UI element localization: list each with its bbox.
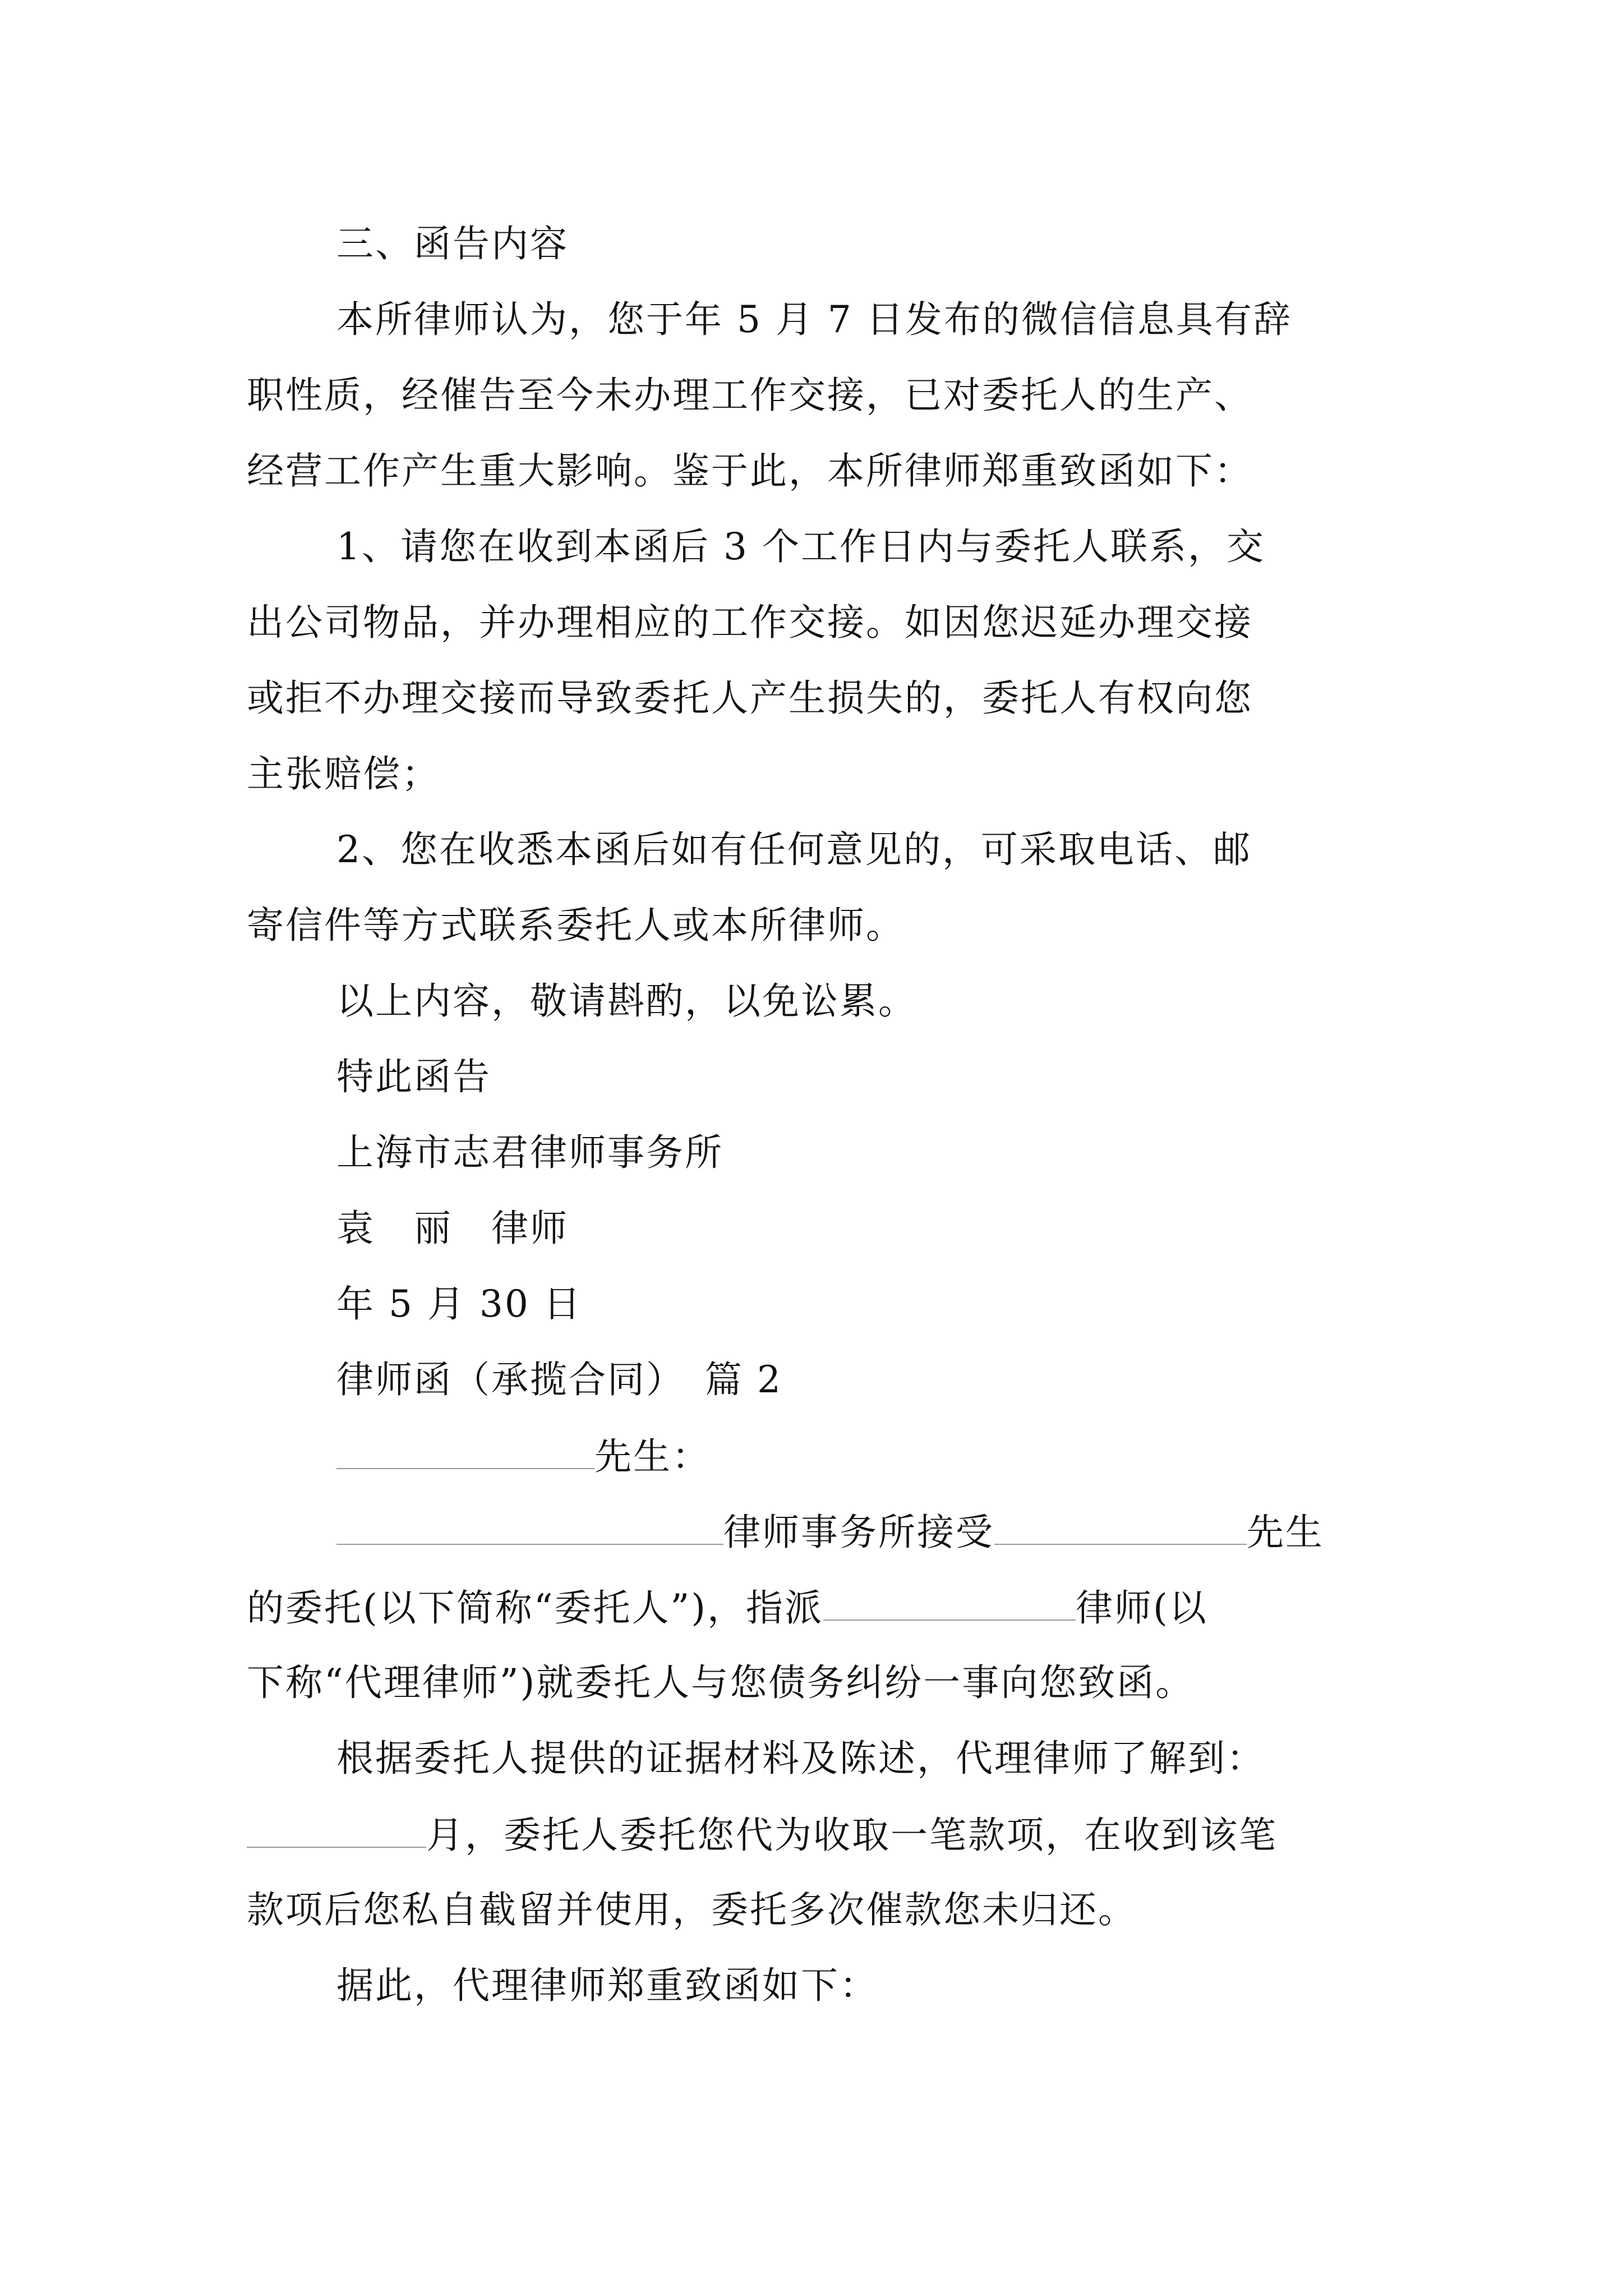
paragraph-line: 根据委托人提供的证据材料及陈述，代理律师了解到： <box>336 1737 1265 1780</box>
list-item-line: 2、您在收悉本函后如有任何意见的，可采取电话、邮 <box>336 828 1252 871</box>
paragraph-line <box>247 1585 1208 1631</box>
paragraph-line: 职性质，经催告至今未办理工作交接，已对委托人的生产、 <box>247 374 1253 417</box>
text-segment: 律师(以 <box>1075 1586 1208 1630</box>
paragraph-line <box>247 1812 1278 1858</box>
closing-line: 以上内容，敬请斟酌，以免讼累。 <box>336 979 917 1023</box>
blank-line <box>336 1433 594 1469</box>
paragraph-line: 下称“代理律师”)就委托人与您债务纠纷一事向您致函。 <box>247 1661 1195 1704</box>
paragraph-line: 据此，代理律师郑重致函如下： <box>336 1964 878 2007</box>
paragraph-line: 款项后您私自截留并使用，委托多次催款您未归还。 <box>247 1888 1137 1931</box>
text-segment: 律师事务所接受 <box>723 1511 994 1554</box>
blank-line <box>247 1812 426 1848</box>
text-segment: 月，委托人委托您代为收取一笔款项，在收到该笔 <box>426 1814 1278 1857</box>
firm-name: 上海市志君律师事务所 <box>336 1131 723 1174</box>
paragraph-line <box>336 1509 1324 1555</box>
blank-line <box>823 1585 1076 1621</box>
paragraph-line: 本所律师认为，您于年 5 月 7 日发布的微信信息具有辞 <box>336 298 1292 341</box>
blank-line <box>994 1509 1247 1545</box>
text-segment: 先生 <box>1247 1511 1324 1554</box>
blank-line <box>336 1509 723 1545</box>
list-item-line: 寄信件等方式联系委托人或本所律师。 <box>247 904 905 947</box>
list-item-line: 或拒不办理交接而导致委托人产生损失的，委托人有权向您 <box>247 677 1253 720</box>
text-segment: 的委托(以下简称“委托人”)，指派 <box>247 1586 823 1630</box>
list-item-line: 出公司物品，并办理相应的工作交接。如因您迟延办理交接 <box>247 601 1253 644</box>
list-item-line: 主张赔偿； <box>247 752 440 795</box>
lawyer-signature: 袁 丽 律师 <box>336 1207 569 1250</box>
special-notice: 特此函告 <box>336 1055 491 1098</box>
paragraph-line: 经营工作产生重大影响。鉴于此，本所律师郑重致函如下： <box>247 449 1253 493</box>
letter-date: 年 5 月 30 日 <box>336 1282 582 1326</box>
section-heading: 三、函告内容 <box>336 222 569 265</box>
salutation <box>336 1433 711 1479</box>
section-title: 律师函（承揽合同） 篇 2 <box>336 1358 782 1401</box>
list-item-line: 1、请您在收到本函后 3 个工作日内与委托人联系，交 <box>336 525 1265 568</box>
salutation-suffix: 先生： <box>594 1435 711 1478</box>
